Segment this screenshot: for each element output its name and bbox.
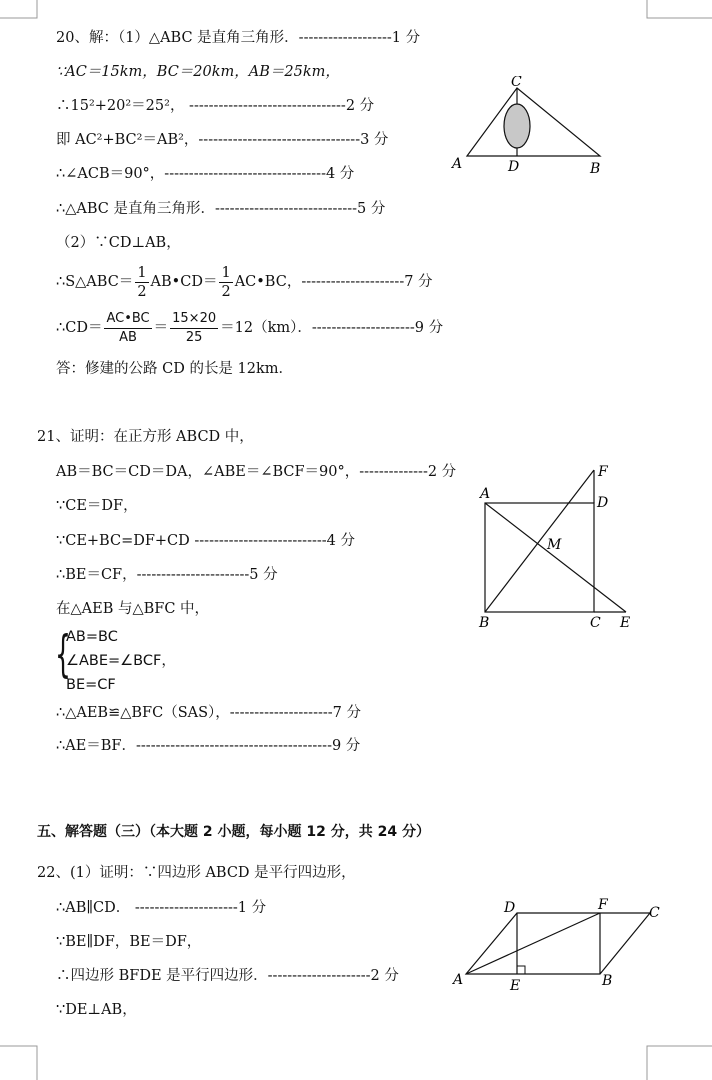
q21-system-2: ∠ABE=∠BCF， (66, 653, 176, 669)
q20-line-7: （2）∵CD⊥AB， (56, 235, 181, 251)
q22-line-4: ∴四边形 BFDE 是平行四边形．---------------------2 分 (56, 968, 399, 984)
fraction-numeric: $\frac{15\times 20}{25}$ (172, 310, 217, 345)
parallelogram-abcd (466, 913, 650, 974)
q20-line-4: 即 AC²+BC²＝AB²，---------------------------------3 分 (56, 132, 389, 148)
q21-line-8: ∴AE＝BF．----------------------------------------9 分 (56, 738, 361, 754)
q21-system-1: AB=BC (66, 629, 118, 645)
q21-line-7: ∴△AEB≌△BFC（SAS），---------------------7 分 (56, 705, 362, 721)
q22-line-3: ∵BE∥DF，BE＝DF， (56, 934, 202, 950)
q22-line-1: 22、(1）证明：∵四边形 ABCD 是平行四边形， (37, 865, 356, 881)
triangle-abc (467, 88, 600, 156)
parallelogram-abcd-figure (450, 895, 680, 995)
square-abcd (485, 503, 594, 612)
q21-system-3: BE=CF (66, 677, 116, 693)
label-d: D (508, 159, 520, 175)
label-b: B (479, 615, 490, 630)
label-d: D (597, 495, 609, 511)
label-m: M (547, 537, 562, 553)
segment-af (466, 913, 600, 974)
q21-line-2: AB＝BC＝CD＝DA，∠ABE＝∠BCF＝90°，--------------2 分 (56, 464, 457, 480)
q20-line-2: ∵AC＝15km，BC＝20km，AB＝25km， (56, 64, 340, 80)
q20-line-1: 20、解：（1）△ABC 是直角三角形．-------------------1 分 (56, 30, 421, 46)
label-f: F (598, 897, 608, 913)
fraction-half-2: $\frac{1}{2}$ (221, 264, 231, 300)
q20-line-5: ∴∠ACB＝90°，---------------------------------4 分 (56, 166, 355, 182)
q22-line-5: ∵DE⊥AB， (56, 1002, 137, 1018)
q21-line-4: ∵CE+BC=DF+CD ---------------------------4 分 (56, 533, 356, 549)
q20-cd-formula: ∴CD＝ $\frac{AC•BC}{AB}$ ＝ $\frac{15\times 20}{25}$ ＝12（km）．---------------------9 分 (56, 310, 444, 345)
label-d: D (504, 900, 516, 916)
square-abcd-figure (470, 460, 640, 630)
lake-ellipse (504, 104, 530, 148)
label-f: F (598, 464, 608, 480)
fraction-acbc-ab: $\frac{AC•BC}{AB}$ (106, 310, 150, 345)
triangle-abc-figure (440, 76, 620, 180)
label-a: A (480, 486, 491, 502)
q21-line-3: ∵CE＝DF， (56, 498, 138, 514)
label-b: B (602, 973, 613, 989)
label-c: C (649, 905, 660, 921)
label-e: E (620, 615, 631, 630)
q20-answer: 答：修建的公路 CD 的长是 12km． (56, 361, 294, 377)
right-angle-mark (517, 966, 525, 974)
q22-line-2: ∴AB∥CD． ---------------------1 分 (56, 900, 267, 916)
section-heading: 五、解答题（三）（本大题 2 小题，每小题 12 分，共 24 分） (37, 824, 430, 840)
q20-line-3: ∴15²+20²＝25²， --------------------------------2 分 (56, 98, 375, 114)
fraction-half-1: $\frac{1}{2}$ (137, 264, 147, 300)
label-c: C (590, 615, 601, 630)
q21-line-6: 在△AEB 与△BFC 中， (56, 601, 210, 617)
q21-line-5: ∴BE＝CF，-----------------------5 分 (56, 567, 278, 583)
label-b: B (590, 161, 601, 177)
q21-line-1: 21、证明：在正方形 ABCD 中， (37, 429, 254, 445)
system-brace: { (55, 625, 71, 683)
label-a: A (453, 972, 464, 988)
label-a: A (452, 156, 463, 172)
label-c: C (511, 76, 522, 90)
segment-bf (485, 470, 594, 612)
label-e: E (510, 978, 521, 994)
q20-area-formula: ∴S△ABC＝ $\frac{1}{2}$ AB•CD＝ $\frac{1}{2}$ AC•BC，---------------------7 分 (56, 264, 433, 300)
q20-line-6: ∴△ABC 是直角三角形．-----------------------------5 分 (56, 201, 386, 217)
